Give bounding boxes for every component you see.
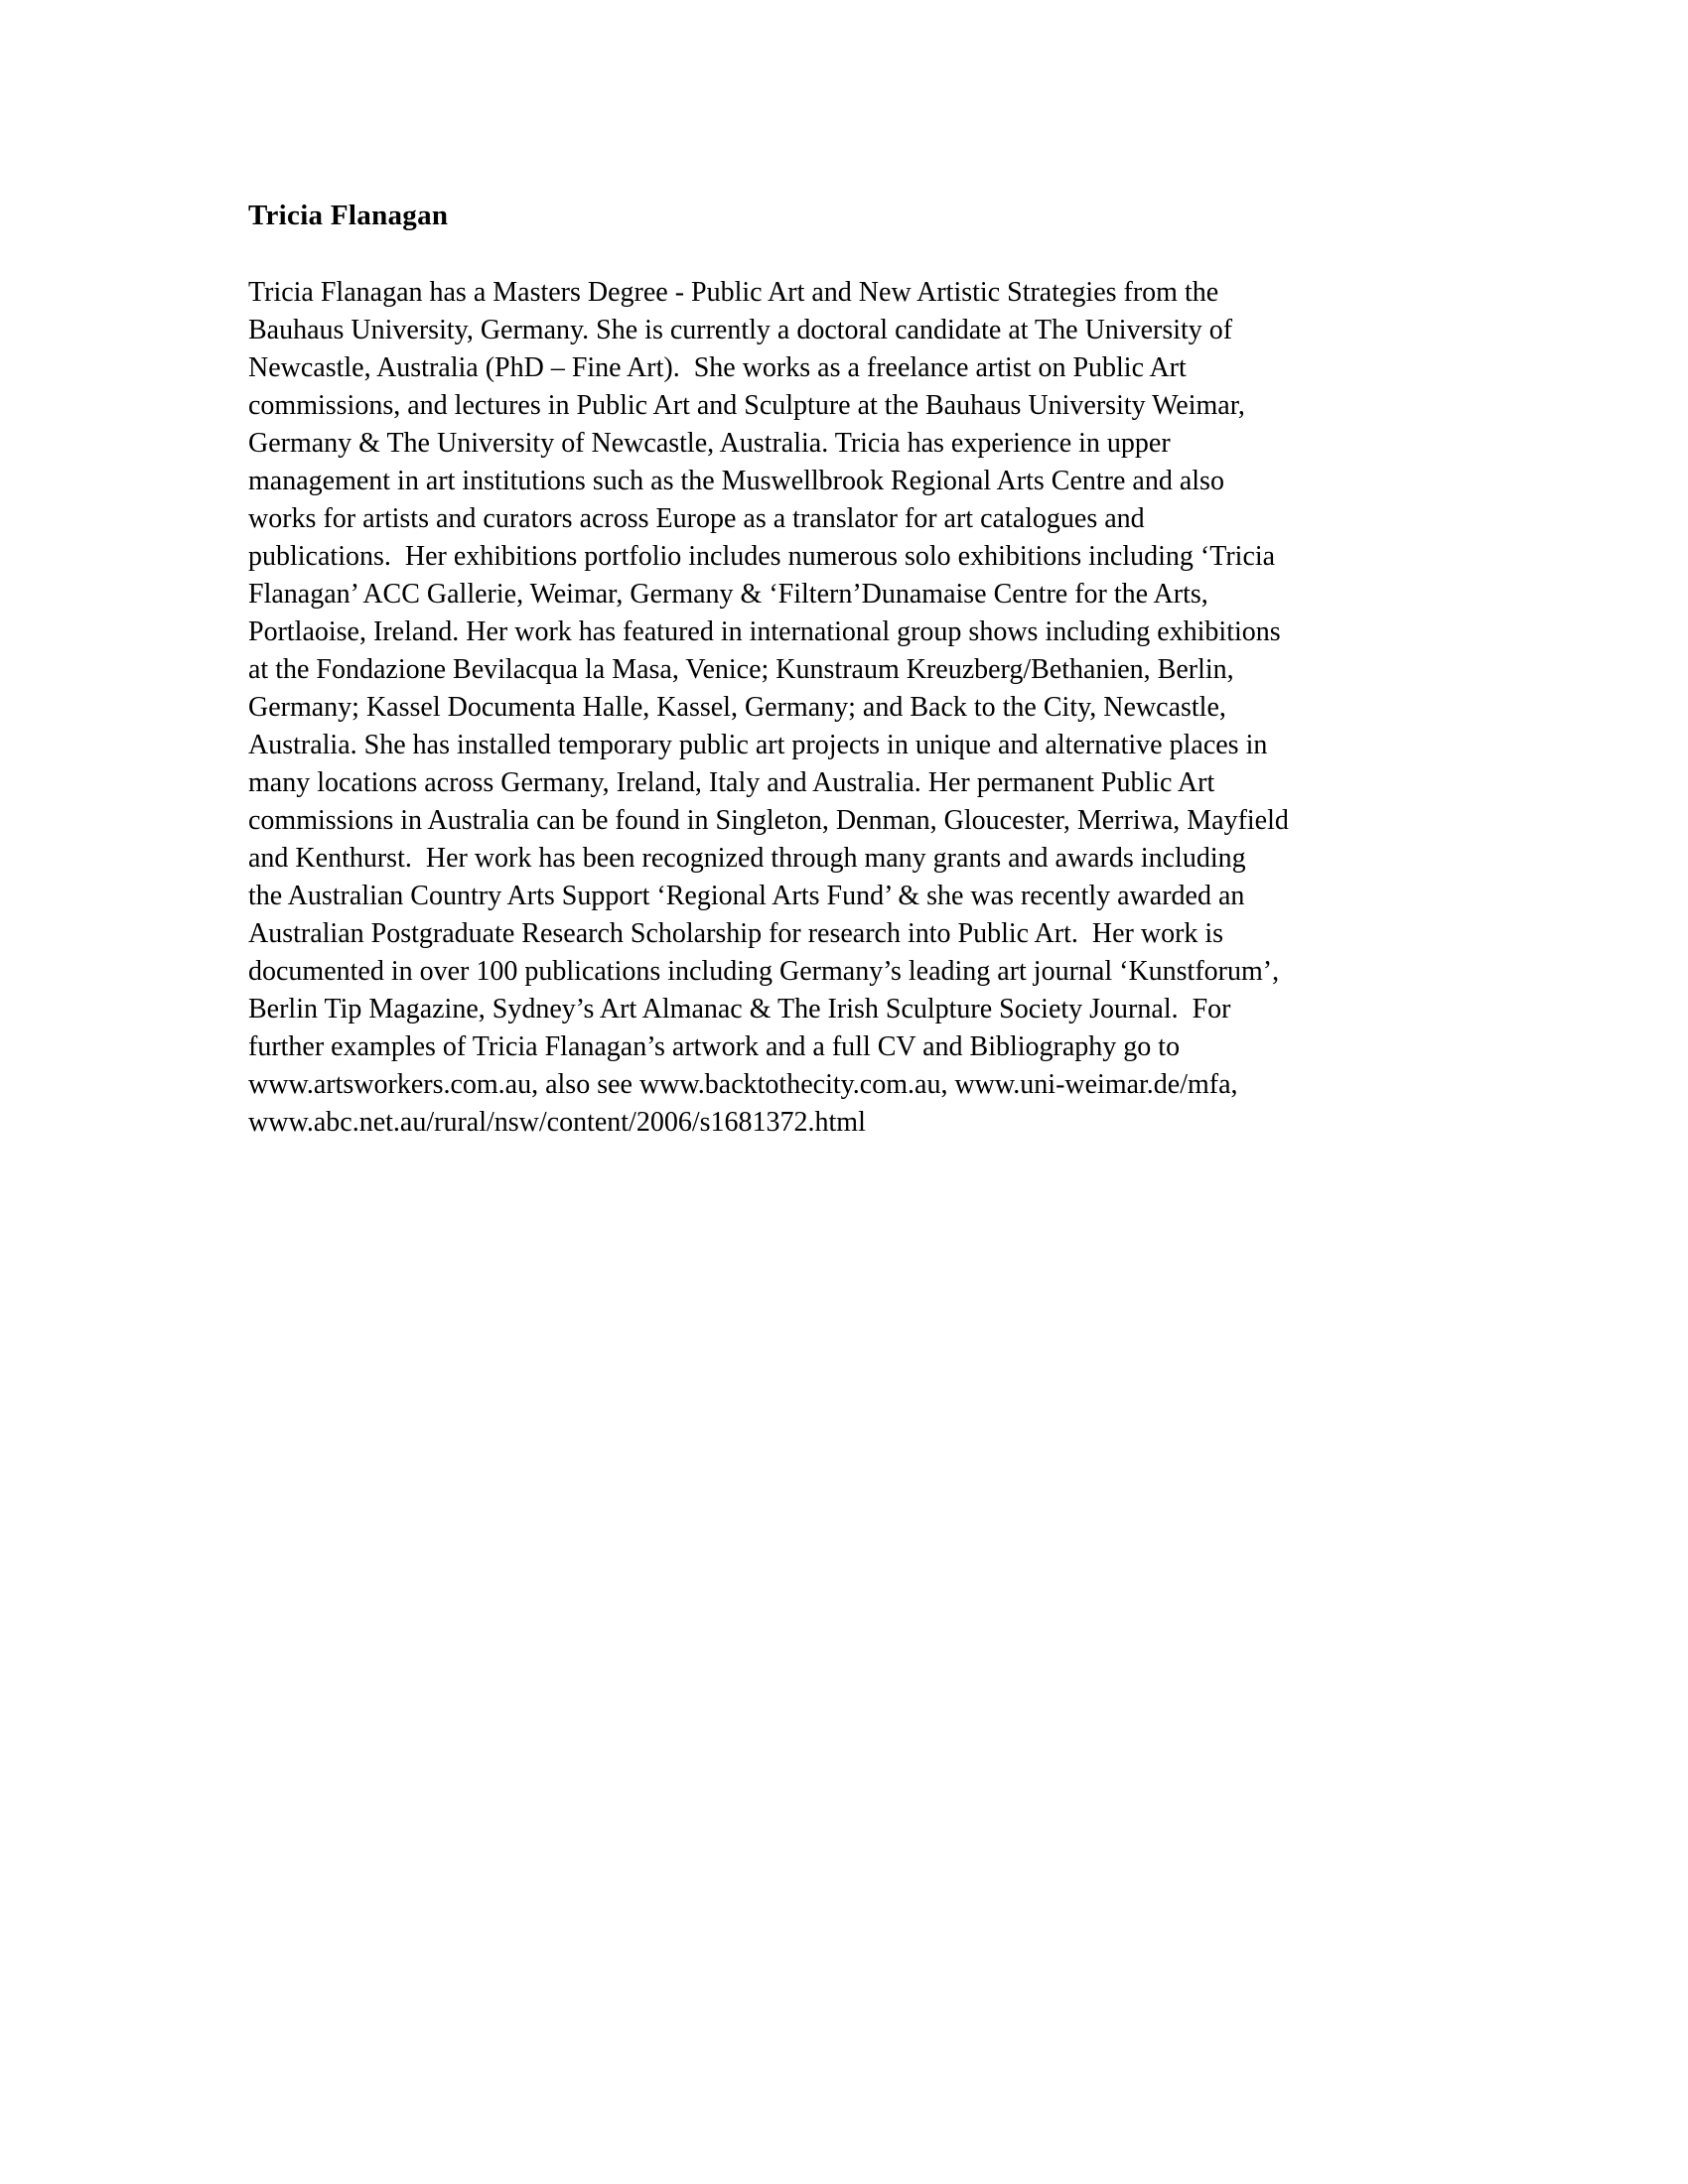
paragraph-line: Germany; Kassel Documenta Halle, Kassel, Germany; and Back to the City, Newcastle,	[248, 692, 1226, 723]
paragraph-line: at the Fondazione Bevilacqua la Masa, Venice; Kunstraum Kreuzberg/Bethanien, Berlin,	[248, 654, 1234, 685]
paragraph-line: www.artsworkers.com.au, also see www.backtothecity.com.au, www.uni-weimar.de/mfa,	[248, 1069, 1238, 1100]
paragraph-line: commissions, and lectures in Public Art and Sculpture at the Bauhaus University Weimar,	[248, 390, 1245, 421]
document-title: Tricia Flanagan	[248, 200, 449, 231]
paragraph-line: Bauhaus University, Germany. She is currently a doctoral candidate at The University of	[248, 315, 1233, 345]
paragraph-line: and Kenthurst. Her work has been recognized through many grants and awards including	[248, 843, 1246, 874]
paragraph-line: the Australian Country Arts Support ‘Regional Arts Fund’ & she was recently awarded an	[248, 881, 1245, 911]
paragraph-line: www.abc.net.au/rural/nsw/content/2006/s1681372.html	[248, 1107, 866, 1138]
paragraph-line: management in art institutions such as the Muswellbrook Regional Arts Centre and also	[248, 466, 1224, 496]
paragraph-line: Flanagan’ ACC Gallerie, Weimar, Germany & ‘Filtern’Dunamaise Centre for the Arts,	[248, 579, 1208, 610]
paragraph-line: Australia. She has installed temporary public art projects in unique and alternative places in	[248, 730, 1268, 760]
paragraph-line: Newcastle, Australia (PhD – Fine Art). She works as a freelance artist on Public Art	[248, 352, 1187, 383]
paragraph-line: many locations across Germany, Ireland, Italy and Australia. Her permanent Public Art	[248, 767, 1215, 798]
paragraph-line: publications. Her exhibitions portfolio includes numerous solo exhibitions including ‘Tricia	[248, 541, 1276, 572]
document-body	[248, 274, 1539, 1142]
paragraph-line: Berlin Tip Magazine, Sydney’s Art Almanac & The Irish Sculpture Society Journal. For	[248, 994, 1231, 1024]
paragraph-line: Australian Postgraduate Research Scholarship for research into Public Art. Her work is	[248, 918, 1224, 949]
paragraph-line: works for artists and curators across Europe as a translator for art catalogues and	[248, 503, 1145, 534]
paragraph-line: commissions in Australia can be found in Singleton, Denman, Gloucester, Merriwa, Mayfield	[248, 805, 1289, 836]
paragraph-line: Portlaoise, Ireland. Her work has featured in international group shows including exhibitions	[248, 616, 1281, 647]
paragraph-line: Germany & The University of Newcastle, Australia. Tricia has experience in upper	[248, 428, 1171, 459]
document-content	[248, 197, 1539, 1142]
paragraph-line: documented in over 100 publications including Germany’s leading art journal ‘Kunstforum’,	[248, 956, 1280, 987]
paragraph-line: further examples of Tricia Flanagan’s artwork and a full CV and Bibliography go to	[248, 1031, 1181, 1062]
paragraph-line: Tricia Flanagan has a Masters Degree - Public Art and New Artistic Strategies from the	[248, 277, 1219, 308]
